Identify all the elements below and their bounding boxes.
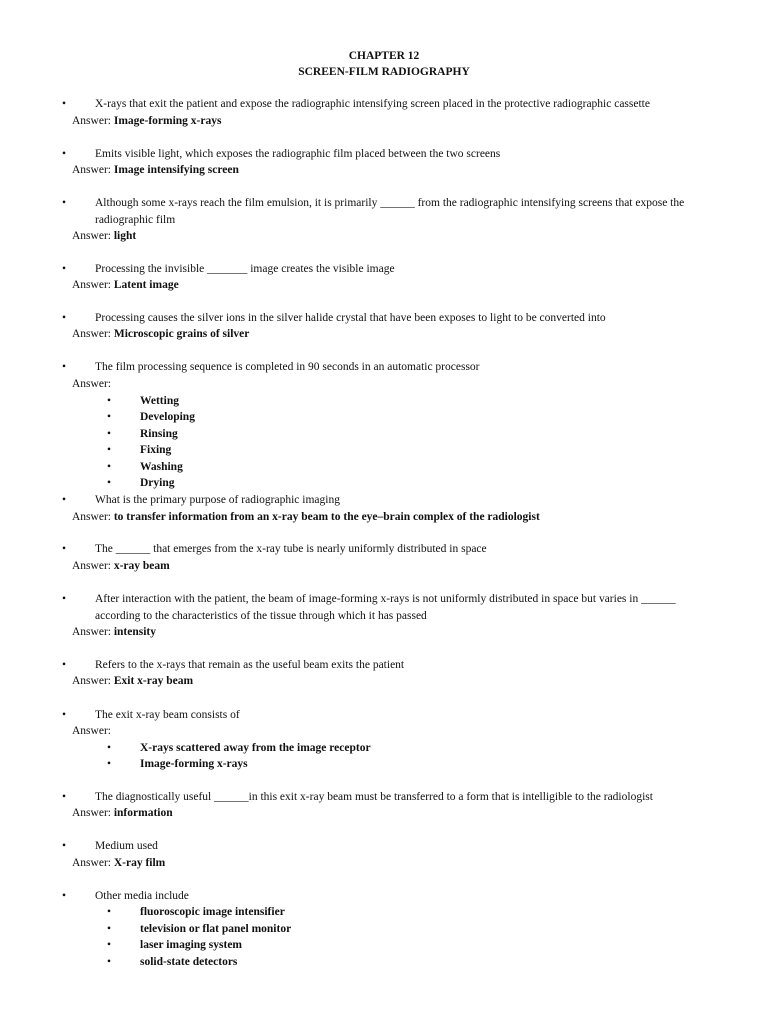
bullet: • [107, 906, 112, 918]
answer-label: Answer: [72, 675, 114, 687]
bullet: • [62, 659, 67, 671]
bullet: • [107, 444, 112, 456]
answer-line [72, 277, 712, 294]
question-item [62, 591, 712, 624]
question-item [62, 707, 712, 724]
answer-line [72, 113, 712, 130]
bullet: • [107, 461, 112, 473]
sub-list-item [107, 921, 607, 938]
question-item [62, 492, 712, 509]
answer-label: Answer: [72, 511, 114, 523]
answer-list-item [107, 442, 607, 459]
answer-text: to transfer information from an x-ray beam to the eye–brain complex of the radiologist [113, 511, 540, 523]
answer-line [72, 376, 712, 393]
bullet: • [107, 428, 112, 440]
question-item [62, 541, 712, 558]
answer-list-item [107, 459, 607, 476]
answer-text: Image intensifying screen [113, 164, 239, 176]
answer-text: Image-forming x-rays [113, 115, 222, 127]
answer-list-text: Washing [140, 461, 183, 473]
bullet: • [62, 197, 67, 209]
bullet: • [107, 956, 112, 968]
question-text: Processing causes the silver ions in the silver halide crystal that have been exposes to light to be converted into [95, 312, 606, 324]
bullet: • [62, 709, 67, 721]
bullet: • [62, 543, 67, 555]
bullet: • [62, 494, 67, 506]
answer-list-text: Developing [140, 411, 195, 423]
question-item [62, 261, 712, 278]
question-item [62, 146, 712, 163]
answer-text: light [113, 230, 137, 242]
answer-list-text: Image-forming x-rays [140, 758, 248, 770]
bullet: • [107, 939, 112, 951]
bullet: • [62, 840, 67, 852]
answer-label: Answer: [72, 807, 114, 819]
question-item [62, 96, 712, 113]
bullet: • [107, 758, 112, 770]
question-item [62, 195, 712, 228]
answer-list-text: Drying [140, 477, 175, 489]
bullet: • [107, 742, 112, 754]
answer-list-text: Wetting [140, 395, 179, 407]
answer-label: Answer: [72, 626, 114, 638]
answer-line [72, 855, 712, 872]
sub-list-text: fluoroscopic image intensifier [140, 906, 285, 918]
answer-line [72, 326, 712, 343]
answer-text: x-ray beam [113, 560, 170, 572]
sub-list-item [107, 937, 607, 954]
answer-list-item [107, 409, 607, 426]
answer-label: Answer: [72, 164, 114, 176]
sub-list-text: television or flat panel monitor [140, 923, 292, 935]
question-text: The film processing sequence is completed in 90 seconds in an automatic processor [95, 361, 480, 373]
question-text: Although some x-rays reach the film emulsion, it is primarily ______ from the radiographic intensifying screens that expose the radiographic film [95, 197, 685, 226]
question-text: What is the primary purpose of radiographic imaging [95, 494, 340, 506]
question-text: Other media include [95, 890, 189, 902]
answer-line [72, 624, 712, 641]
bullet: • [62, 791, 67, 803]
sub-list-text: laser imaging system [140, 939, 243, 951]
bullet: • [107, 923, 112, 935]
question-text: After interaction with the patient, the beam of image-forming x-rays is not uniformly distributed in space but varies in ______ according to the characteristics of the tissue through which it has passed [95, 593, 676, 622]
answer-label: Answer: [72, 725, 111, 737]
bullet: • [62, 148, 67, 160]
sub-list-text: solid-state detectors [140, 956, 238, 968]
answer-text: Exit x-ray beam [113, 675, 194, 687]
bullet: • [107, 477, 112, 489]
bullet: • [107, 411, 112, 423]
question-item [62, 789, 712, 806]
answer-text: intensity [113, 626, 157, 638]
bullet: • [62, 98, 67, 110]
answer-list-text: Rinsing [140, 428, 178, 440]
answer-list-text: Fixing [140, 444, 172, 456]
sub-list-item [107, 954, 607, 971]
question-text: Refers to the x-rays that remain as the useful beam exits the patient [95, 659, 405, 671]
bullet: • [62, 593, 67, 605]
sub-list-item [107, 904, 607, 921]
answer-line [72, 509, 712, 526]
answer-list-item [107, 426, 607, 443]
chapter-number: CHAPTER 12 [348, 50, 420, 62]
answer-list-item [107, 740, 607, 757]
bullet: • [62, 890, 67, 902]
answer-label: Answer: [72, 560, 114, 572]
answer-list-item [107, 393, 607, 410]
question-item [62, 838, 712, 855]
answer-label: Answer: [72, 378, 111, 390]
question-item [62, 359, 712, 376]
answer-line [72, 805, 712, 822]
answer-text: information [113, 807, 173, 819]
bullet: • [62, 361, 67, 373]
question-item [62, 888, 712, 905]
answer-list-item [107, 475, 607, 492]
question-text: Medium used [95, 840, 158, 852]
question-text: Processing the invisible _______ image creates the visible image [95, 263, 395, 275]
answer-list-text: X-rays scattered away from the image receptor [140, 742, 371, 754]
answer-label: Answer: [72, 230, 114, 242]
chapter-title: SCREEN-FILM RADIOGRAPHY [298, 66, 470, 78]
answer-text: Latent image [113, 279, 179, 291]
answer-line [72, 723, 712, 740]
bullet: • [62, 312, 67, 324]
question-text: The exit x-ray beam consists of [95, 709, 240, 721]
answer-label: Answer: [72, 279, 114, 291]
question-text: The diagnostically useful ______in this exit x-ray beam must be transferred to a form that is intelligible to the radiologist [95, 791, 653, 803]
bullet: • [107, 395, 112, 407]
answer-label: Answer: [72, 857, 114, 869]
answer-line [72, 162, 712, 179]
answer-line [72, 673, 712, 690]
question-item [62, 310, 712, 327]
answer-text: X-ray film [113, 857, 166, 869]
question-text: X-rays that exit the patient and expose the radiographic intensifying screen placed in the protective radiographic cassette [95, 98, 650, 110]
answer-list-item [107, 756, 607, 773]
answer-line [72, 228, 712, 245]
question-text: The ______ that emerges from the x-ray tube is nearly uniformly distributed in space [95, 543, 487, 555]
bullet: • [62, 263, 67, 275]
answer-label: Answer: [72, 115, 114, 127]
answer-text: Microscopic grains of silver [113, 328, 250, 340]
answer-label: Answer: [72, 328, 114, 340]
question-item [62, 657, 712, 674]
question-text: Emits visible light, which exposes the radiographic film placed between the two screens [95, 148, 501, 160]
answer-line [72, 558, 712, 575]
